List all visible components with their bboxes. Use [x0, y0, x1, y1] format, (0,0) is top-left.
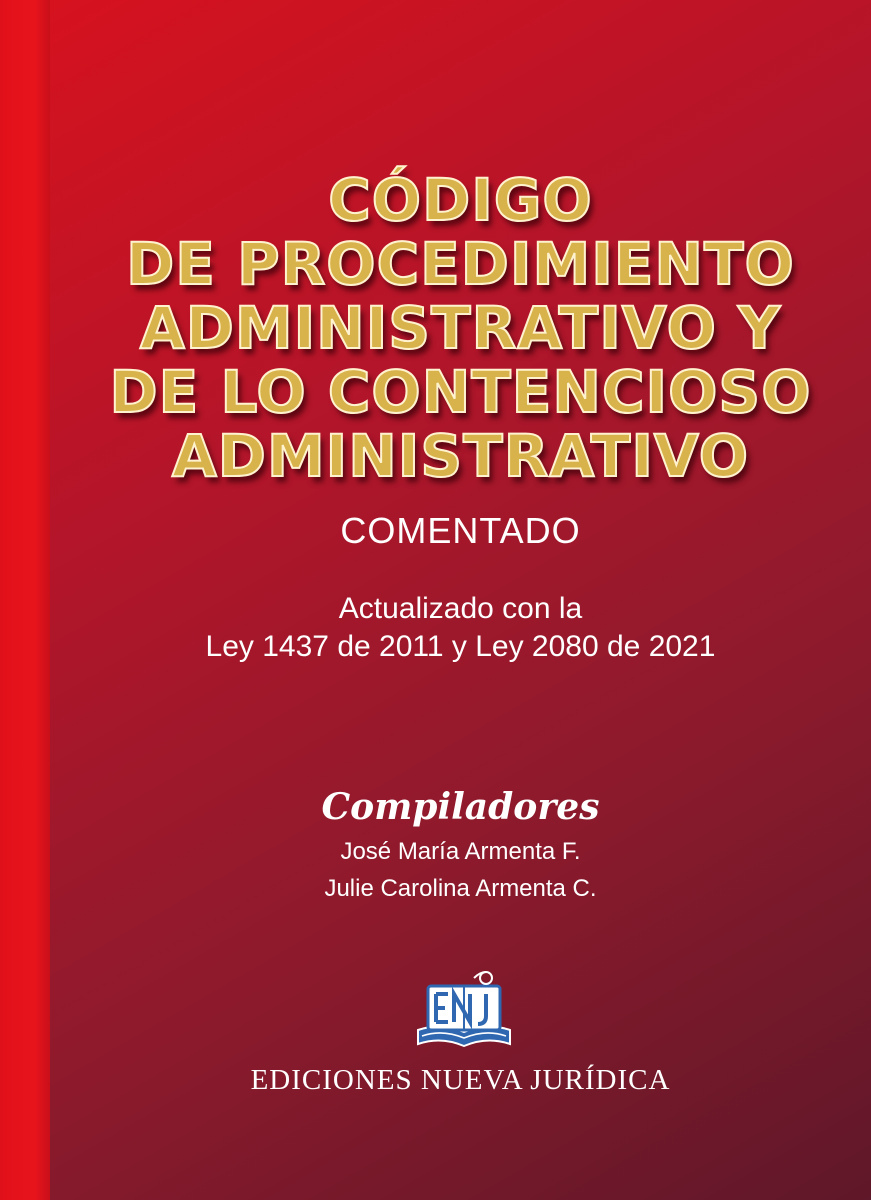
publisher-logo-icon: [414, 968, 514, 1054]
publisher-name: EDICIONES NUEVA JURÍDICA: [250, 1064, 671, 1096]
update-line-1: Actualizado con la: [338, 592, 583, 625]
book-title: [50, 168, 871, 488]
update-note: [50, 590, 871, 666]
spine-strip: [0, 0, 50, 1200]
compilers-heading: Compiladores: [321, 786, 600, 828]
compiler-name: Julie Carolina Armenta C.: [324, 875, 597, 902]
compilers-list: [50, 833, 871, 907]
title-line-3: ADMINISTRATIVO Y: [139, 294, 782, 362]
update-line-2: Ley 1437 de 2011 y Ley 2080 de 2021: [205, 630, 716, 663]
title-line-2: DE PROCEDIMIENTO: [126, 230, 795, 298]
subtitle: COMENTADO: [340, 510, 581, 551]
title-line-1: CÓDIGO: [328, 166, 593, 234]
title-line-4: DE LO CONTENCIOSO: [109, 358, 812, 426]
title-line-5: ADMINISTRATIVO: [171, 422, 750, 490]
compiler-name: José María Armenta F.: [340, 838, 581, 865]
